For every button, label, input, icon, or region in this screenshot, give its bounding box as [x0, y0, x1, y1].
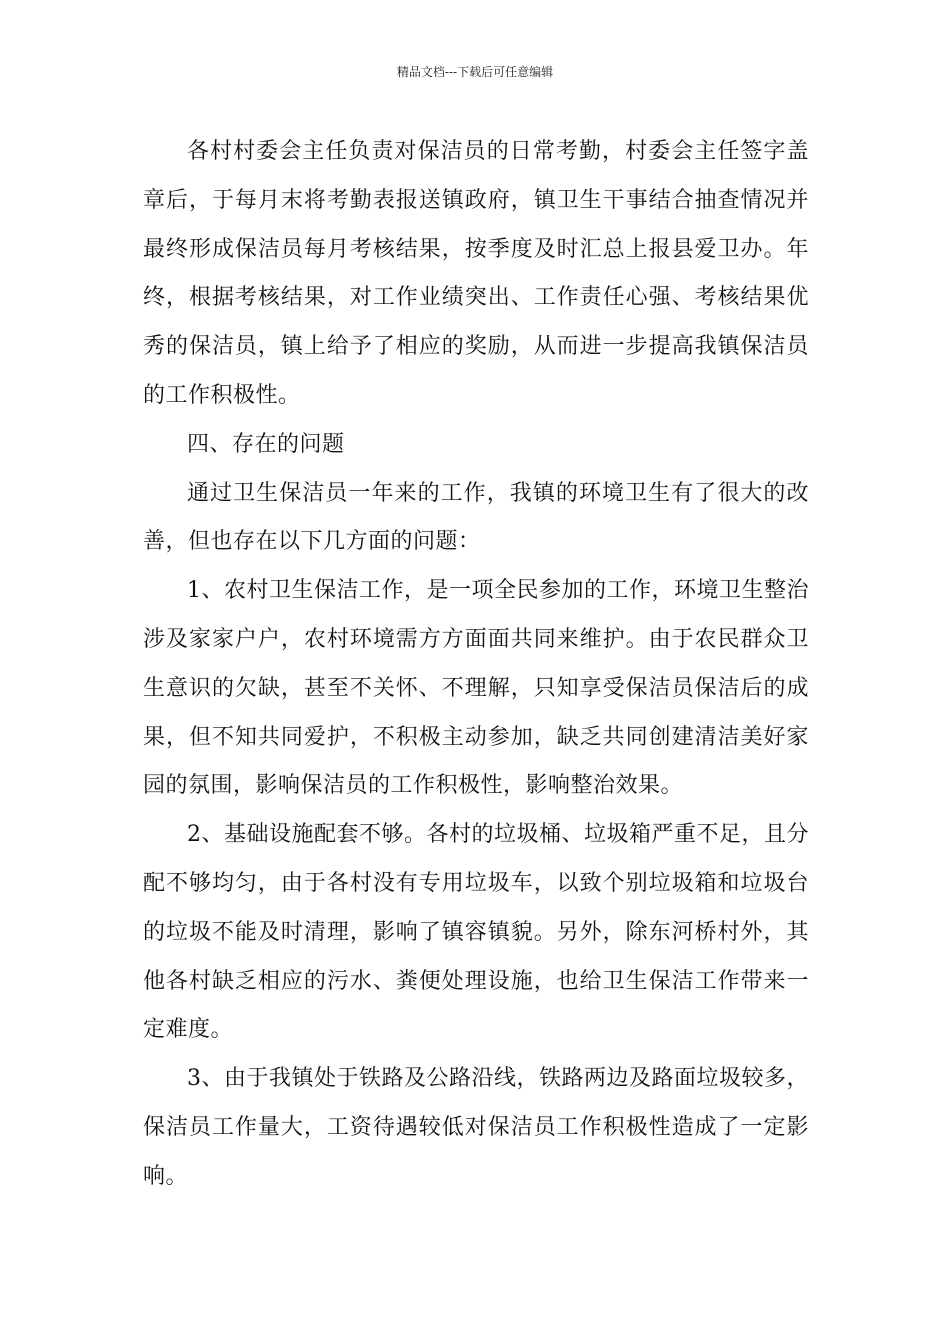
paragraph-problem-1: 1、农村卫生保洁工作，是一项全民参加的工作，环境卫生整治涉及家家户户，农村环境需方方面面共同来维护。由于农民群众卫生意识的欠缺，甚至不关怀、不理解，只知享受保洁员保洁后的成果，但不知共同爱护，不积极主动参加，缺乏共同创建清洁美好家园的氛围，影响保洁员的工作积极性，影响整治效果。 [143, 578, 809, 799]
section-heading-problems: 四、存在的问题 [187, 431, 345, 457]
document-body [143, 128, 809, 1202]
paragraph-intro-problems: 通过卫生保洁员一年来的工作，我镇的环境卫生有了很大的改善，但也存在以下几方面的问题： [143, 480, 809, 555]
paragraph-problem-3: 3、由于我镇处于铁路及公路沿线，铁路两边及路面垃圾较多，保洁员工作量大，工资待遇较低对保洁员工作积极性造成了一定影响。 [143, 1066, 809, 1189]
paragraph-problem-2: 2、基础设施配套不够。各村的垃圾桶、垃圾箱严重不足，且分配不够均匀，由于各村没有专用垃圾车，以致个别垃圾箱和垃圾台的垃圾不能及时清理，影响了镇容镇貌。另外，除东河桥村外，其他各村缺乏相应的污水、粪便处理设施，也给卫生保洁工作带来一定难度。 [143, 822, 809, 1043]
page-header: 精品文档---下载后可任意编辑 [396, 65, 554, 79]
paragraph-attendance: 各村村委会主任负责对保洁员的日常考勤，村委会主任签字盖章后，于每月末将考勤表报送镇政府，镇卫生干事结合抽查情况并最终形成保洁员每月考核结果，按季度及时汇总上报县爱卫办。年终，根据考核结果，对工作业绩突出、工作责任心强、考核结果优秀的保洁员，镇上给予了相应的奖励，从而进一步提高我镇保洁员的工作积极性。 [143, 139, 809, 408]
